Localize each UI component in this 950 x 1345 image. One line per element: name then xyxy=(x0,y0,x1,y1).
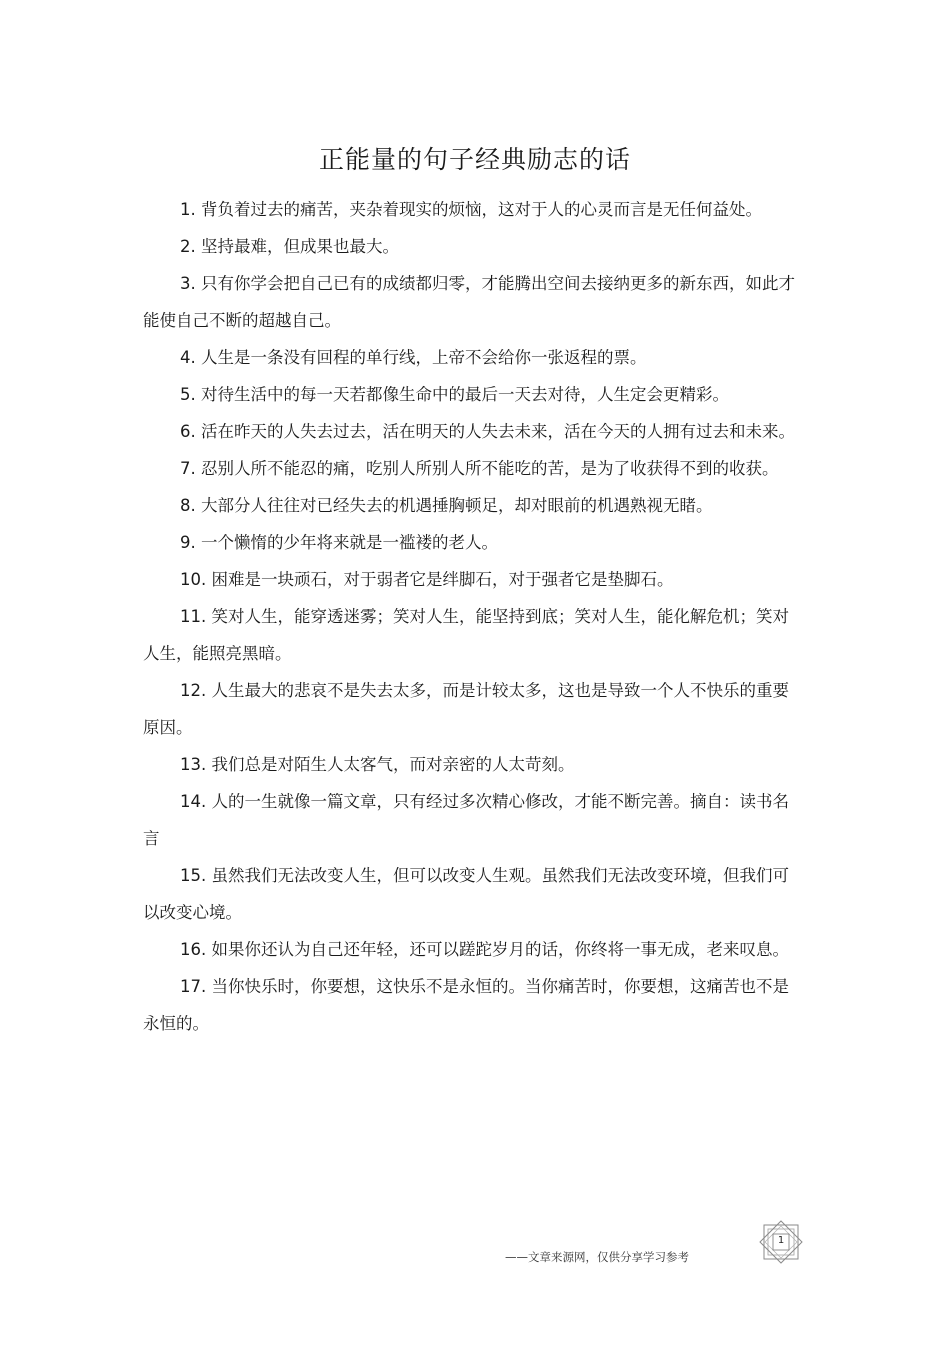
quote-item: 6. 活在昨天的人失去过去，活在明天的人失去未来，活在今天的人拥有过去和未来。 xyxy=(180,422,795,441)
quote-item: 3. 只有你学会把自己已有的成绩都归零，才能腾出空间去接纳更多的新东西，如此才能使自己不断的超越自己。 xyxy=(143,274,795,330)
quote-item: 12. 人生最大的悲哀不是失去太多，而是计较太多，这也是导致一个人不快乐的重要原因。 xyxy=(143,681,789,737)
quote-item: 4. 人生是一条没有回程的单行线，上帝不会给你一张返程的票。 xyxy=(180,348,647,367)
page-number-badge xyxy=(757,1220,805,1264)
page-number: 1 xyxy=(777,1235,785,1246)
quote-item: 1. 背负着过去的痛苦，夹杂着现实的烦恼，这对于人的心灵而言是无任何益处。 xyxy=(180,200,762,219)
page-title: 正能量的句子经典励志的话 xyxy=(318,145,631,174)
quote-item: 15. 虽然我们无法改变人生，但可以改变人生观。虽然我们无法改变环境，但我们可以改变心境。 xyxy=(143,866,789,922)
quote-item: 5. 对待生活中的每一天若都像生命中的最后一天去对待，人生定会更精彩。 xyxy=(180,385,729,404)
quote-item: 17. 当你快乐时，你要想，这快乐不是永恒的。当你痛苦时，你要想，这痛苦也不是永恒的。 xyxy=(143,977,789,1033)
quote-item: 2. 坚持最难，但成果也最大。 xyxy=(180,237,399,256)
quote-item: 7. 忍别人所不能忍的痛，吃别人所别人所不能吃的苦，是为了收获得不到的收获。 xyxy=(180,459,779,478)
source-note: ——文章来源网，仅供分享学习参考 xyxy=(505,1250,689,1264)
quote-list xyxy=(143,191,798,1042)
quote-item: 10. 困难是一块顽石，对于弱者它是绊脚石，对于强者它是垫脚石。 xyxy=(180,570,674,589)
quote-item: 8. 大部分人往往对已经失去的机遇捶胸顿足，却对眼前的机遇熟视无睹。 xyxy=(180,496,713,515)
quote-item: 14. 人的一生就像一篇文章，只有经过多次精心修改，才能不断完善。摘自：读书名言 xyxy=(143,792,789,848)
quote-item: 13. 我们总是对陌生人太客气，而对亲密的人太苛刻。 xyxy=(180,755,575,774)
quote-item: 16. 如果你还认为自己还年轻，还可以蹉跎岁月的话，你终将一事无成，老来叹息。 xyxy=(180,940,789,959)
quote-item: 9. 一个懒惰的少年将来就是一褴褛的老人。 xyxy=(180,533,498,552)
quote-item: 11. 笑对人生，能穿透迷雾；笑对人生，能坚持到底；笑对人生，能化解危机；笑对人生，能照亮黑暗。 xyxy=(143,607,789,663)
